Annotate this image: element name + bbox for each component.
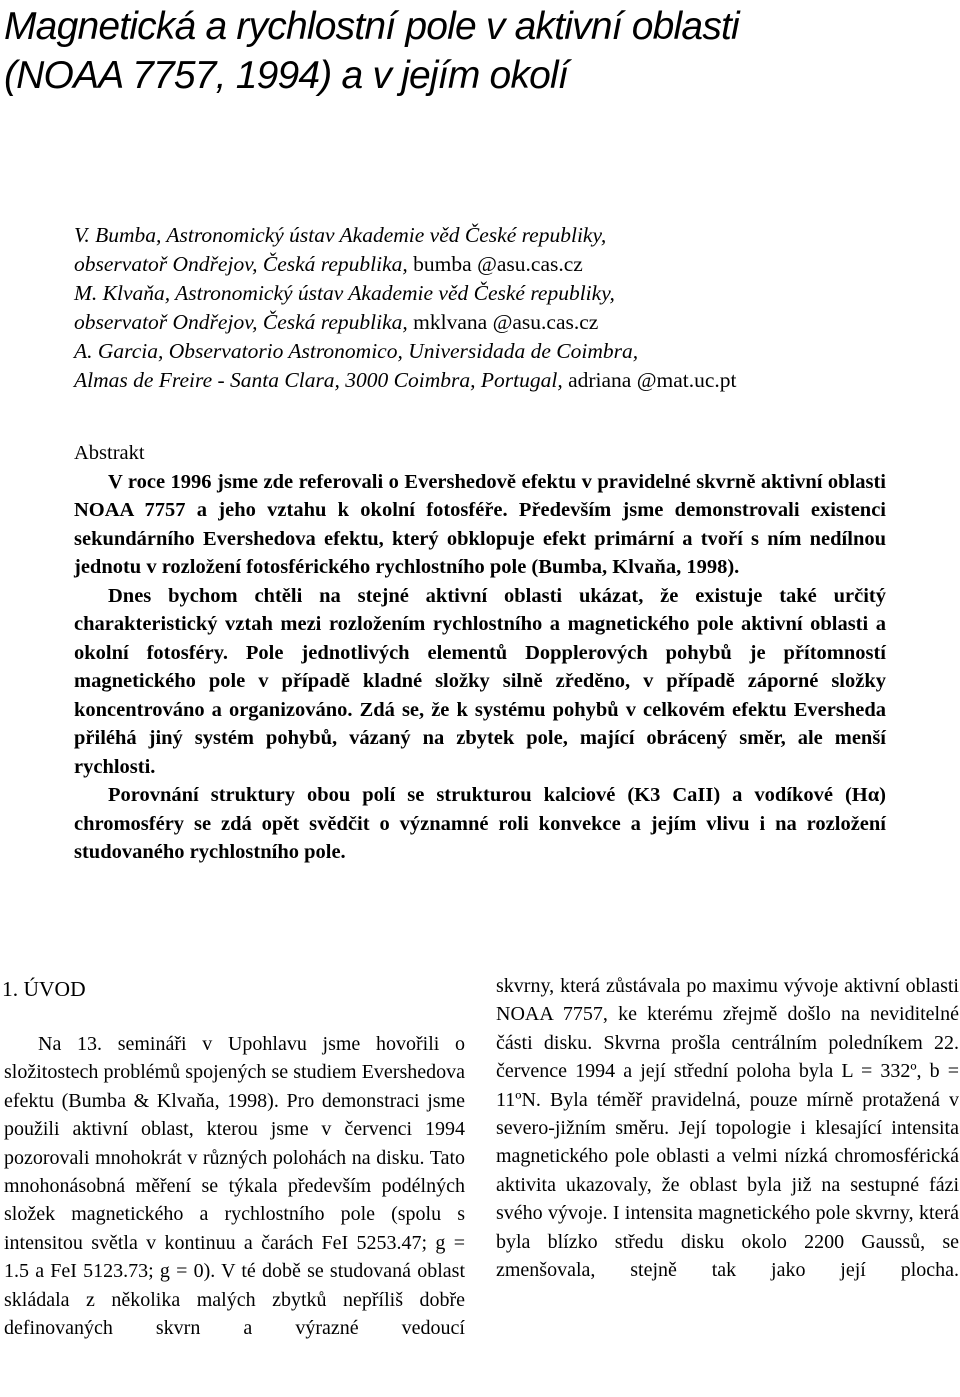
section-heading-intro: 1. ÚVOD <box>2 977 86 1001</box>
author-1-address-text: observatoř Ondřejov, Česká republika, <box>74 252 408 276</box>
author-3-email[interactable]: adriana @mat.uc.pt <box>568 368 737 392</box>
text-column-right <box>496 972 959 1284</box>
author-2-address <box>74 308 954 337</box>
author-1-address <box>74 250 954 279</box>
abstract-paragraph-2: Dnes bychom chtěli na stejné aktivní oblasti ukázat, že existuje také určitý charakteristický vztah mezi rozložením rychlostního a magnetického pole aktivní oblasti a okolní fotosféry. Pole jednotlivých elementů Dopplerových pohybů je přítomností magnetického pole v případě kladné složky silně zředěno, v případě záporné složky koncentrováno a organizováno. Zdá se, že k systému pohybů v celkovém efektu Eversheda přiléhá jiný systém pohybů, vázaný na zbytek pole, mající obrácený směr, ale menší rychlosti. <box>74 584 886 778</box>
author-3-address <box>74 366 954 395</box>
author-2-address-text: observatoř Ondřejov, Česká republika, <box>74 310 408 334</box>
abstract-paragraph-3: Porovnání struktury obou polí se strukturou kalciové (K3 CaII) a vodíkové (Hα) chromosféry se zdá opět svědčit o významné roli konvekce a jejím vlivu i na rozložení studovaného rychlostního pole. <box>74 784 886 863</box>
title-line-2: (NOAA 7757, 1994) a v jejím okolí <box>4 54 568 97</box>
intro-paragraph-continued: skvrny, která zůstávala po maximu vývoje aktivní oblasti NOAA 7757, ke kterému zřejmě došlo na neviditelné části disku. Skvrna prošla centrálním poledníkem 22. července 1994 a její střední poloha byla L = 332º, b = 11ºN. Byla téměř pravidelná, pouze mírně protažená v severo-jižním směru. Její topologie i klesající intensita magnetického pole oblasti a velmi nízká chromosférická aktivita ukazovaly, že oblast byla již na sestupné fázi svého vývoje. I intensita magnetického pole skvrny, která byla blízko středu disku okolo 2200 Gaussů, se zmenšovala, stejně tak jako její plocha. <box>496 975 959 1282</box>
author-1-affiliation: V. Bumba, Astronomický ústav Akademie věd České republiky, <box>74 223 607 247</box>
title-line-1: Magnetická a rychlostní pole v aktivní oblasti <box>4 5 739 48</box>
abstract-paragraph-1: V roce 1996 jsme zde referovali o Evershedově efektu v pravidelné skvrně aktivní oblasti NOAA 7757 a jeho vztahu k okolní fotosféře. Především jsme demonstrovali existenci sekundárního Evershedova efektu, který obklopuje efekt primární a tvoří s ním nedílnou jednotu v rozložení fotosférického rychlostního pole (Bumba, Klvaňa, 1998). <box>74 470 886 578</box>
intro-paragraph: Na 13. semináři v Upohlavu jsme hovořili o složitostech problémů spojených se studiem Evershedova efektu (Bumba & Klvaňa, 1998). Pro demonstraci jsme použili aktivní oblast, kterou jsme v červenci 1994 pozorovali mnohokrát v různých polohách na disku. Tato mnohonásobná měření se týkala především podélných složek magnetického a rychlostního pole (spolu s intensitou světla v kontinuu a čarách FeI 5253.47; g = 1.5 a FeI 5123.73; g = 0). V té době se studovaná oblast skládala z několika malých zbytků nepříliš dobře definovaných skvrn a výrazné vedoucí <box>4 1033 465 1340</box>
author-1-email[interactable]: bumba @asu.cas.cz <box>413 252 583 276</box>
author-2-email[interactable]: mklvana @asu.cas.cz <box>413 310 599 334</box>
text-column-left <box>4 1030 465 1342</box>
author-3-address-text: Almas de Freire - Santa Clara, 3000 Coimbra, Portugal, <box>74 368 563 392</box>
author-2-affiliation: M. Klvaňa, Astronomický ústav Akademie věd České republiky, <box>74 281 615 305</box>
abstract <box>74 439 886 867</box>
paper-title <box>4 2 954 100</box>
author-3-affiliation: A. Garcia, Observatorio Astronomico, Universidada de Coimbra, <box>74 339 639 363</box>
author-list <box>74 221 954 395</box>
abstract-heading: Abstrakt <box>74 442 145 464</box>
